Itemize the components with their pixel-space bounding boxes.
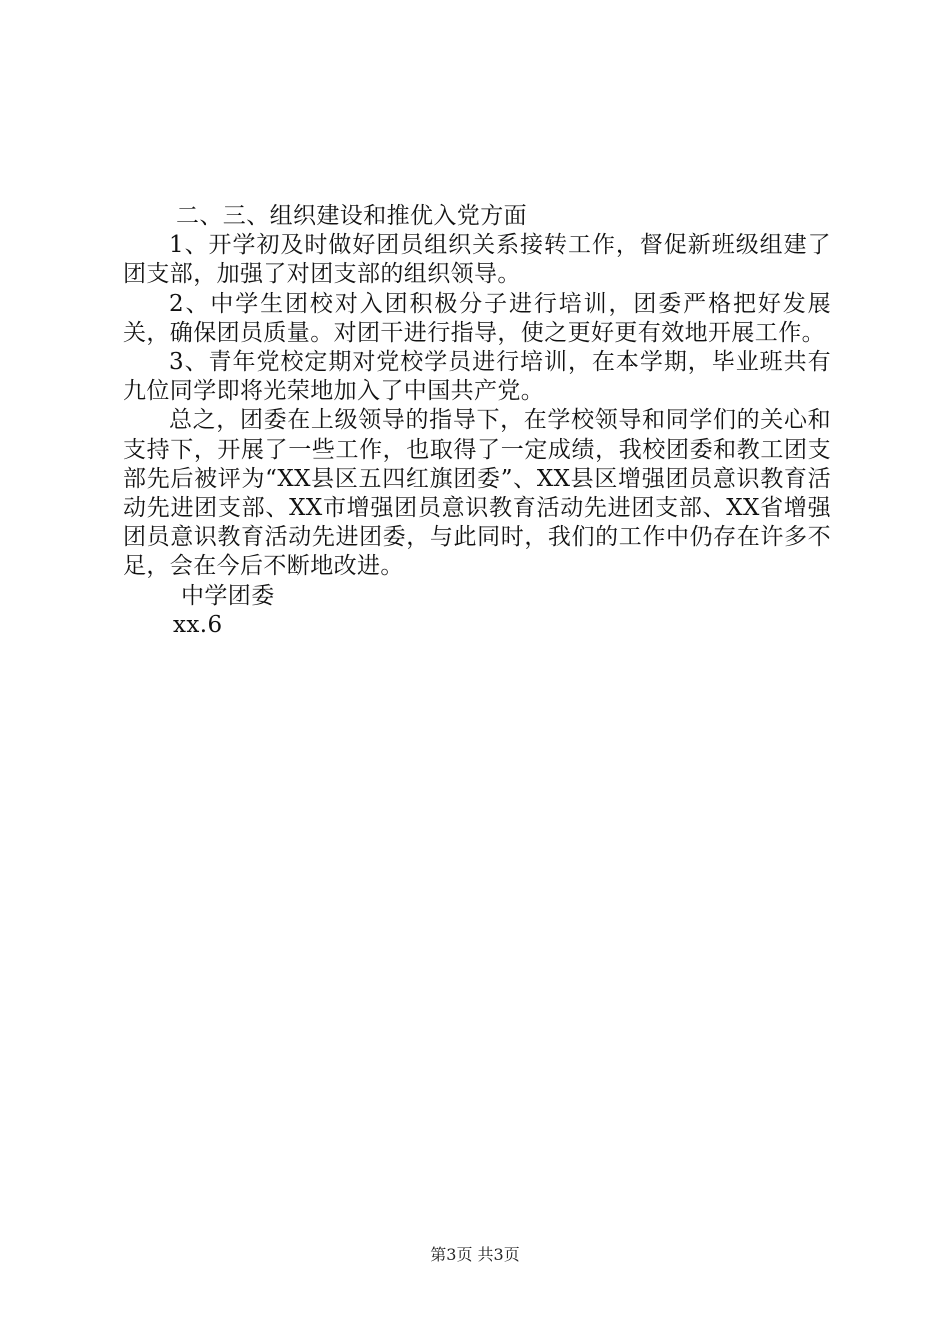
paragraph-1: 1、开学初及时做好团员组织关系接转工作，督促新班级组建了团支部，加强了对团支部的组织领导。	[123, 232, 831, 288]
document-date: xx.6	[173, 611, 223, 638]
summary-paragraph: 总之，团委在上级领导的指导下，在学校领导和同学们的关心和支持下，开展了一些工作，也取得了一定成绩，我校团委和教工团支部先后被评为“XX县区五四红旗团委”、XX县区增强团员意识教育活动先进团支部、XX市增强团员意识教育活动先进团支部、XX省增强团员意识教育活动先进团委，与此同时，我们的工作中仍存在许多不足，会在今后不断地改进。	[123, 407, 831, 580]
document-body	[123, 202, 831, 640]
page-footer: 第3页 共3页	[430, 1245, 520, 1264]
paragraph-3: 3、青年党校定期对党校学员进行培训，在本学期，毕业班共有九位同学即将光荣地加入了中国共产党。	[123, 349, 831, 405]
paragraph-2: 2、中学生团校对入团积极分子进行培训，团委严格把好发展关，确保团员质量。对团干进行指导，使之更好更有效地开展工作。	[123, 290, 831, 346]
signature: 中学团委	[181, 582, 275, 609]
section-heading: 二、三、组织建设和推优入党方面	[176, 203, 527, 229]
